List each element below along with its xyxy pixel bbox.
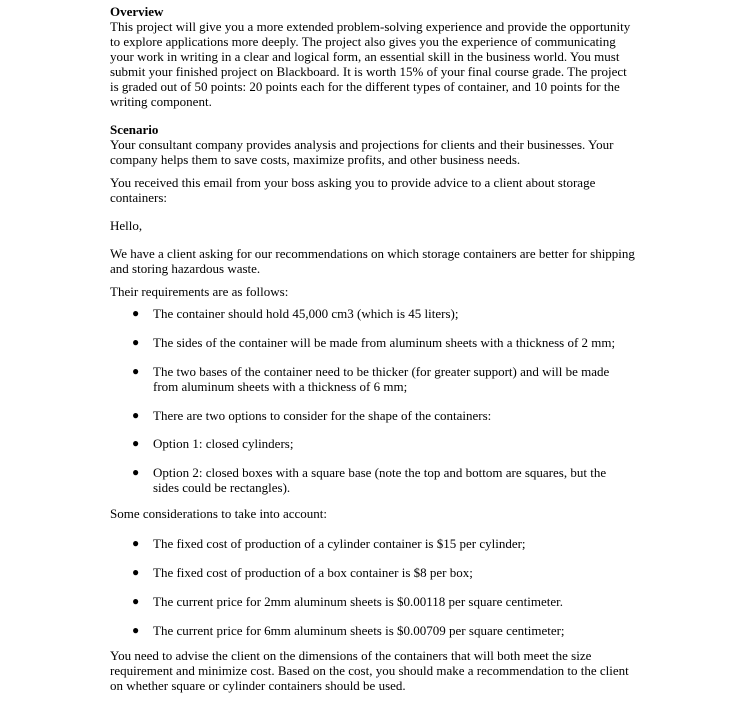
bullet-icon: ●	[132, 536, 140, 550]
considerations-list	[110, 536, 635, 638]
list-item	[110, 565, 635, 580]
list-item	[110, 364, 635, 394]
overview-heading: Overview	[110, 4, 164, 19]
list-item-text: Option 2: closed boxes with a square base (note the top and bottom are squares, but the sides could be rectangles).	[153, 465, 607, 495]
list-item-text: The fixed cost of production of a box container is $8 per box;	[153, 565, 473, 580]
email-intro: You received this email from your boss asking you to provide advice to a client about storage containers:	[110, 175, 596, 205]
list-item	[110, 536, 635, 551]
considerations-intro: Some considerations to take into account:	[110, 506, 327, 521]
bullet-icon: ●	[132, 436, 140, 450]
bullet-icon: ●	[132, 364, 140, 378]
bullet-icon: ●	[132, 623, 140, 637]
requirements-list	[110, 306, 635, 495]
bullet-icon: ●	[132, 408, 140, 422]
shape-options-list	[66, 436, 635, 495]
document-page	[110, 0, 635, 693]
bullet-icon: ●	[132, 465, 140, 479]
bullet-icon: ●	[132, 594, 140, 608]
list-item-text: There are two options to consider for the shape of the containers:	[153, 408, 492, 423]
list-item	[110, 623, 635, 638]
email-greeting: Hello,	[110, 218, 143, 233]
list-item	[110, 306, 635, 321]
scenario-paragraph: Your consultant company provides analysis and projections for clients and their businesses. Your company helps them to save costs, maximize profits, and other business needs.	[110, 137, 614, 167]
list-item-text: The fixed cost of production of a cylinder container is $15 per cylinder;	[153, 536, 526, 551]
list-item-text: The sides of the container will be made from aluminum sheets with a thickness of 2 mm;	[153, 335, 616, 350]
list-item	[66, 465, 635, 495]
closing-paragraph: You need to advise the client on the dimensions of the containers that will both meet the size requirement and minimize cost. Based on the cost, you should make a recommendation to the client on whether square or cylinder containers should be used.	[110, 648, 629, 693]
list-item-text: The container should hold 45,000 cm3 (which is 45 liters);	[153, 306, 459, 321]
list-item	[110, 408, 635, 495]
list-item-text: Option 1: closed cylinders;	[153, 436, 294, 451]
list-item	[110, 335, 635, 350]
bullet-icon: ●	[132, 335, 140, 349]
list-item-text: The current price for 6mm aluminum sheets is $0.00709 per square centimeter;	[153, 623, 565, 638]
list-item-text: The two bases of the container need to be thicker (for greater support) and will be made from aluminum sheets with a thickness of 6 mm;	[153, 364, 610, 394]
list-item	[66, 436, 635, 451]
bullet-icon: ●	[132, 306, 140, 320]
overview-paragraph: This project will give you a more extended problem-solving experience and provide the opportunity to explore applications more deeply. The project also gives you the experience of communicating your work in writing in a clear and logical form, an essential skill in the business world. You must submit your finished project on Blackboard. It is worth 15% of your final course grade. The project is graded out of 50 points: 20 points each for the different types of container, and 10 points for the writing component.	[110, 19, 631, 109]
list-item-text: The current price for 2mm aluminum sheets is $0.00118 per square centimeter.	[153, 594, 563, 609]
list-item	[110, 594, 635, 609]
email-request: We have a client asking for our recommendations on which storage containers are better for shipping and storing hazardous waste.	[110, 246, 635, 276]
bullet-icon: ●	[132, 565, 140, 579]
scenario-heading: Scenario	[110, 122, 159, 137]
requirements-intro: Their requirements are as follows:	[110, 284, 289, 299]
